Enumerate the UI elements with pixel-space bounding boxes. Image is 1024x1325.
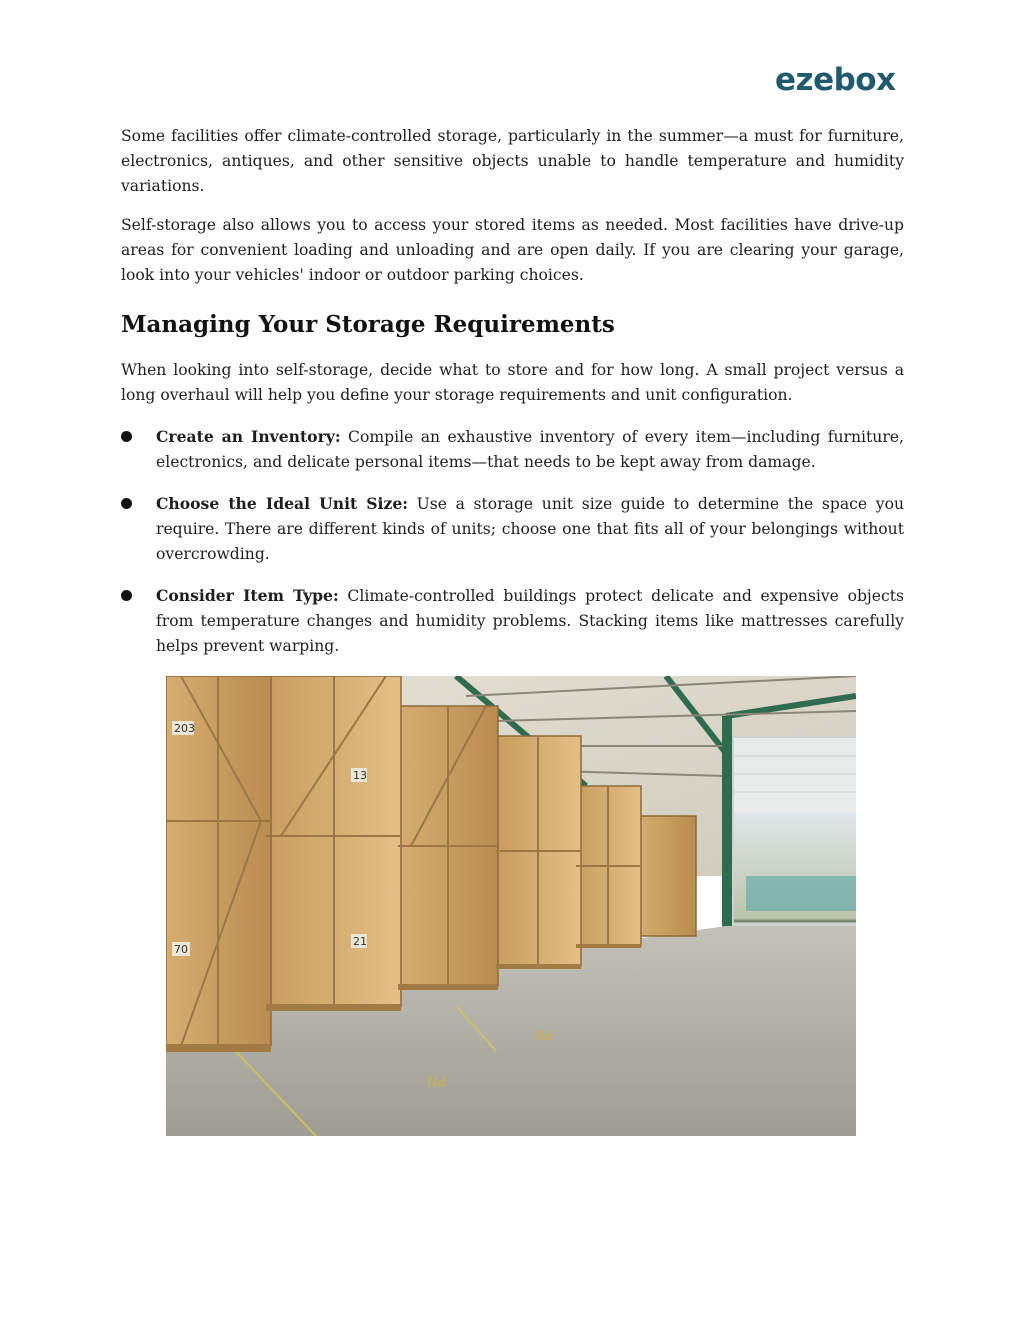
- paragraph-access: Self-storage also allows you to access your stored items as needed. Most facilities have drive-up areas for convenient loading and unloading and are open daily. If you are clearing your garage, look into your vehicles' indoor or outdoor parking choices.: [121, 216, 904, 284]
- list-item: [121, 491, 904, 567]
- document-body: [121, 124, 904, 675]
- crate-label-21: 21: [353, 935, 367, 948]
- bullet-term: Create an Inventory:: [156, 427, 341, 446]
- ezebox-logo: ezebox: [775, 62, 896, 98]
- svg-text:PN: PN: [535, 1028, 552, 1042]
- crate-label-203: 203: [174, 722, 195, 735]
- svg-text:PN: PN: [427, 1072, 446, 1088]
- crate-label-13: 13: [353, 769, 367, 782]
- bullet-text: Climate-controlled buildings protect delicate and expensive objects from temperature changes and humidity problems. Stacking items like mattresses carefully helps prevent warping.: [156, 587, 905, 655]
- warehouse-photo: [166, 676, 856, 1136]
- list-item: [121, 424, 904, 475]
- paragraph-climate: Some facilities offer climate-controlled storage, particularly in the summer—a must for furniture, electronics, antiques, and other sensitive objects unable to handle temperature and humidity variations.: [121, 127, 904, 195]
- bullet-icon: [121, 590, 132, 601]
- bullet-term: Choose the Ideal Unit Size:: [156, 494, 409, 513]
- crate-label-70: 70: [174, 943, 188, 956]
- bullet-text: Use a storage unit size guide to determine the space you require. There are different kinds of units; choose one that fits all of your belongings without overcrowding.: [156, 495, 904, 563]
- bullet-text: Compile an exhaustive inventory of every item—including furniture, electronics, and delicate personal items—that needs to be kept away from damage.: [156, 428, 904, 471]
- bullet-icon: [121, 431, 132, 442]
- bullet-icon: [121, 498, 132, 509]
- section-heading: Managing Your Storage Requirements: [121, 311, 615, 338]
- bullet-term: Consider Item Type:: [156, 586, 339, 605]
- requirements-list: [121, 424, 904, 659]
- list-item: [121, 583, 904, 659]
- section-intro: When looking into self-storage, decide what to store and for how long. A small project versus a long overhaul will help you define your storage requirements and unit configuration.: [121, 361, 904, 404]
